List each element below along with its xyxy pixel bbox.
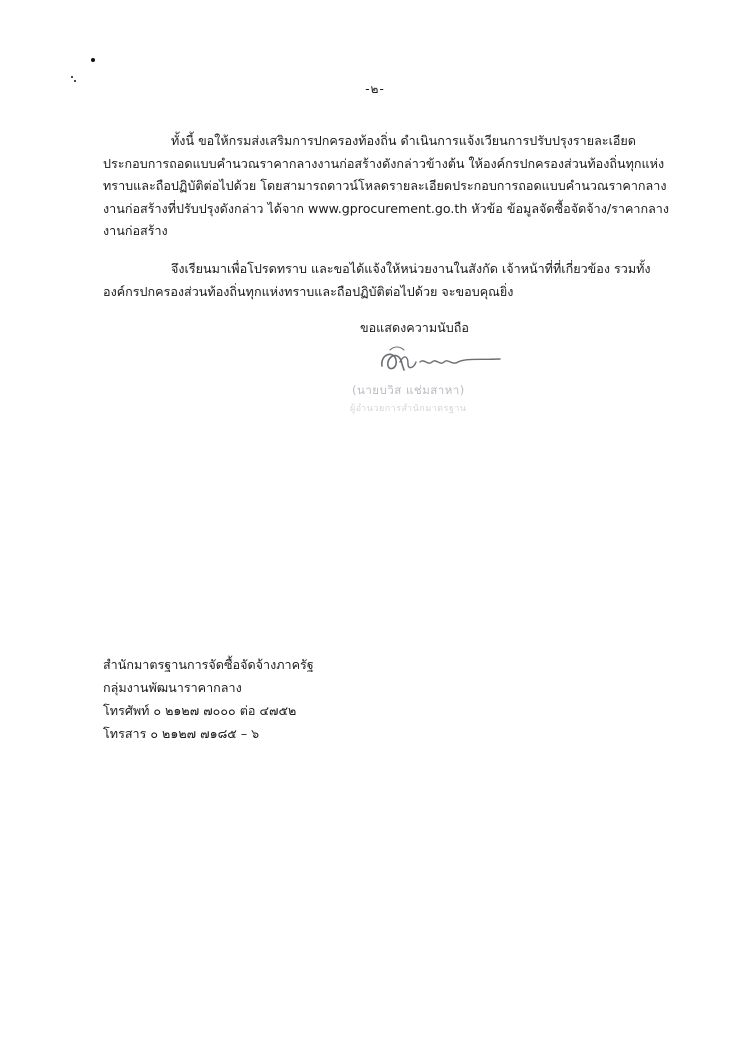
paragraph-line: จึงเรียนมาเพื่อโปรดทราบ และขอได้แจ้งให้หน่วยงานในสังกัด เจ้าหน้าที่ที่เกี่ยวข้อง รวมทั้ง — [171, 261, 651, 276]
page-number: -๒- — [365, 82, 385, 96]
footer-group: กลุ่มงานพัฒนาราคากลาง — [103, 680, 242, 695]
handwritten-signature — [370, 340, 510, 380]
scan-speck — [71, 76, 73, 78]
closing-salutation: ขอแสดงความนับถือ — [360, 320, 469, 335]
paragraph-line: ประกอบการถอดแบบคำนวณราคากลางงานก่อสร้างดังกล่าวข้างต้น ให้องค์กรปกครองส่วนท้องถิ่นทุกแห่ง — [103, 155, 665, 171]
letter-body-closing-paragraph — [103, 258, 651, 303]
scan-speck — [91, 58, 95, 62]
letter-body — [103, 130, 670, 243]
paragraph-request — [103, 130, 670, 243]
paragraph-line: ทราบและถือปฏิบัติต่อไปด้วย โดยสามารถดาวน์โหลดรายละเอียดประกอบการถอดแบบคำนวณราคากลาง — [103, 178, 667, 193]
footer-phone: โทรศัพท์ ๐ ๒๑๒๗ ๗๐๐๐ ต่อ ๔๗๕๒ — [103, 703, 297, 718]
paragraph-line: งานก่อสร้างที่ปรับปรุงดังกล่าว ได้จาก www.gprocurement.go.th หัวข้อ ข้อมูลจัดซื้อจัดจ้าง/ราคากลาง — [103, 200, 670, 216]
signer-name: (นายบวิส แช่มสาหา) — [352, 383, 465, 397]
paragraph-acknowledge — [103, 258, 651, 303]
footer-fax: โทรสาร ๐ ๒๑๒๗ ๗๑๘๕ – ๖ — [103, 726, 260, 741]
footer-contact — [103, 653, 314, 745]
signer-position: ผู้อำนวยการสำนักมาตรฐาน — [350, 404, 467, 414]
footer-office: สำนักมาตรฐานการจัดซื้อจัดจ้างภาครัฐ — [103, 657, 314, 672]
paragraph-line: องค์กรปกครองส่วนท้องถิ่นทุกแห่งทราบและถือปฏิบัติต่อไปด้วย จะขอบคุณยิ่ง — [103, 283, 514, 299]
paragraph-line: งานก่อสร้าง — [103, 223, 168, 238]
paragraph-line: ทั้งนี้ ขอให้กรมส่งเสริมการปกครองท้องถิ่น ดำเนินการแจ้งเวียนการปรับปรุงรายละเอียด — [171, 133, 636, 148]
